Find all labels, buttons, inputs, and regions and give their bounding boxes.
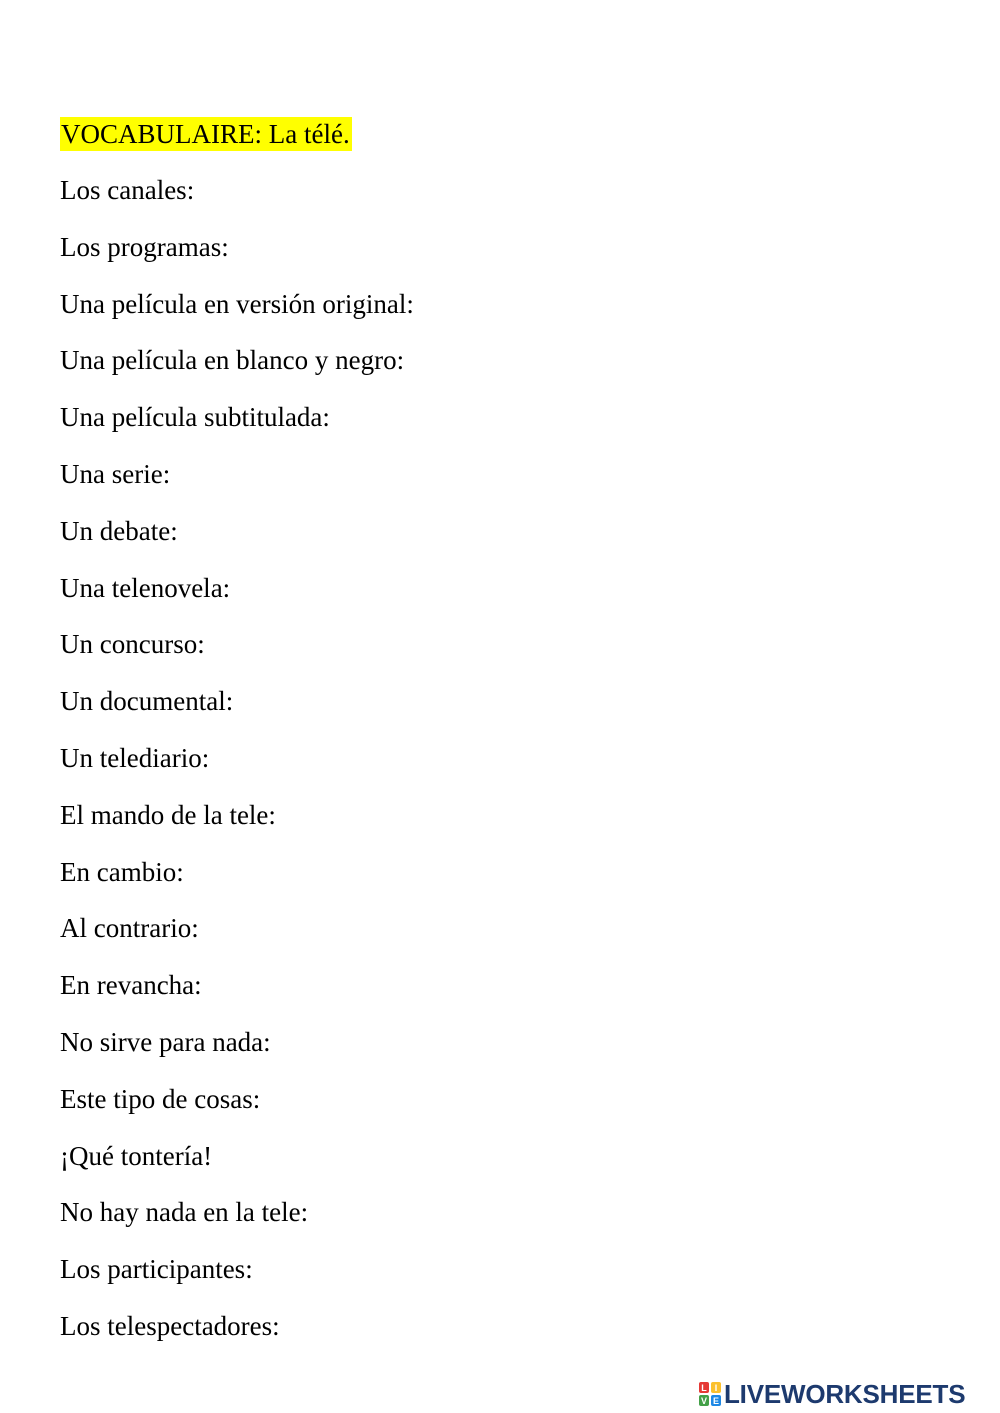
vocab-item: En revancha: [60, 970, 202, 1001]
vocab-item: Los canales: [60, 175, 195, 205]
vocab-item: Los telespectadores: [60, 1310, 280, 1341]
svg-text:L: L [701, 1383, 707, 1393]
svg-text:I: I [714, 1383, 718, 1393]
vocab-item: Los programas: [60, 231, 229, 262]
vocab-item: Una película en blanco y negro: [60, 345, 405, 376]
vocab-item: Un telediario: [60, 742, 210, 773]
vocab-item: Este tipo de cosas: [60, 1083, 261, 1114]
vocab-item: Al contrario: [60, 913, 199, 944]
watermark-text: LIVEWORKSHEETS [724, 1378, 966, 1409]
vocab-item: ¡Qué tontería! [60, 1140, 213, 1171]
vocab-item: No hay nada en la tele: [60, 1197, 309, 1228]
vocab-item: Una serie: [60, 458, 171, 489]
vocab-item: No sirve para nada: [60, 1026, 271, 1057]
liveworksheets-logo-icon [698, 1380, 722, 1408]
svg-text:E: E [712, 1396, 720, 1406]
title-highlight: VOCABULAIRE: La télé. [61, 119, 350, 149]
vocab-item: Una película en versión original: [60, 288, 414, 319]
vocab-item: Un debate: [60, 515, 178, 546]
vocab-item: Una telenovela: [60, 572, 231, 603]
vocab-item: Un documental: [60, 686, 234, 717]
worksheet-title [60, 114, 352, 154]
vocab-item: Una película subtitulada: [60, 402, 330, 433]
vocab-item: En cambio: [60, 856, 184, 887]
svg-text:V: V [700, 1396, 708, 1406]
vocab-item: Los participantes: [60, 1254, 253, 1285]
liveworksheets-watermark [698, 1378, 965, 1410]
vocabulary-list [60, 170, 414, 1363]
vocab-item: El mando de la tele: [60, 799, 276, 830]
vocab-item: Un concurso: [60, 629, 205, 660]
